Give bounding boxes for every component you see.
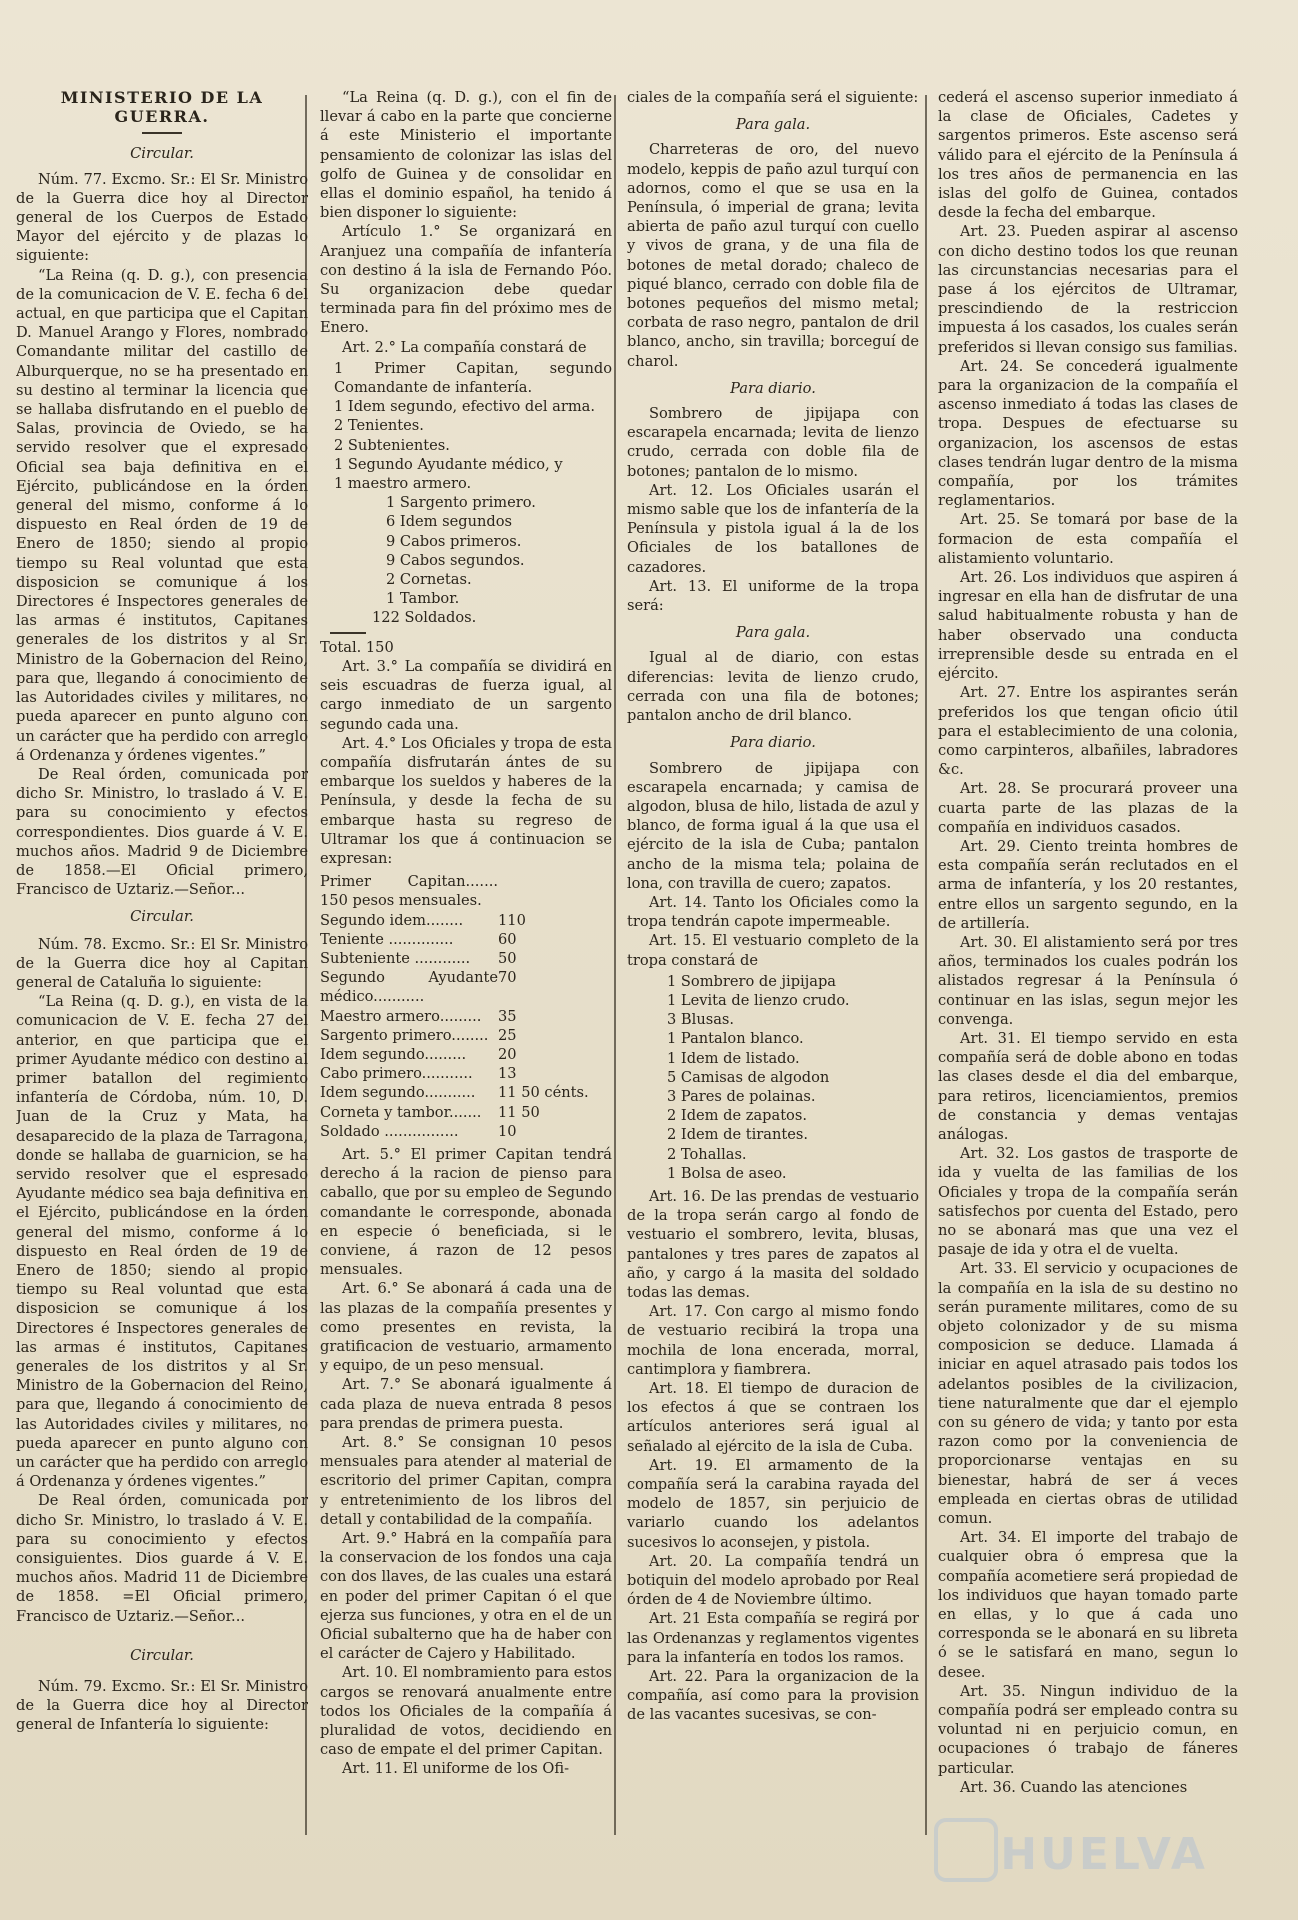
roster-item: 2 Subtenientes. (334, 436, 450, 454)
article: Art. 21 Esta compañía se regirá por las Ordenanzas y reglamentos vigentes para la infantería en todos los ramos. (627, 1610, 919, 1666)
article: Art. 27. Entre los aspirantes serán preferidos los que tengan oficio útil para el establecimiento de una colonia, como carpinteros, albañiles, labradores &c. (938, 684, 1238, 779)
pay-row (320, 968, 612, 1006)
article: Art. 14. Tanto los Oficiales como la tropa tendrán capote impermeable. (627, 893, 919, 931)
article: Art. 22. Para la organizacion de la compañía, así como para la provision de las vacantes sucesivas, se con- (627, 1668, 919, 1724)
subheading: Para diario. (730, 734, 816, 752)
pay-row (320, 1083, 612, 1102)
article: Art. 16. De las prendas de vestuario de la tropa serán cargo al fondo de vestuario el sombrero, levita, blusas, pantalones y tres pares de zapatos al año, y cargo á la masita del soldado todas las demas. (627, 1187, 919, 1301)
archive-watermark: HUELVA (1000, 1829, 1208, 1880)
pay-row (320, 911, 612, 930)
paragraph: ciales de la compañía será el siguiente: (627, 89, 919, 106)
paragraph: De Real órden, comunicada por dicho Sr. Ministro, lo traslado á V. E. para su conocimiento y efectos correspondientes. Dios guarde á V. E. muchos años. Madrid 9 de Diciembre de 1858.—El Oficial primero, Francisco de Uztariz.—Señor... (16, 765, 308, 899)
roster-item: 9 Cabos primeros. (386, 532, 522, 550)
article: Art. 32. Los gastos de trasporte de ida y vuelta de las familias de los Oficiales y tropa de la compañía serán satisfechos por cuenta del Estado, pero no se abonará mas que una vez el pasaje de ida y otra el de vuelta. (938, 1145, 1238, 1259)
article: Art. 24. Se concederá igualmente para la organizacion de la compañía el ascenso inmediato á todas las clases de tropa. Despues de efectuarse su organizacion, los ascensos de estas clases tendrán lugar dentro de la misma compañía, por los trámites reglamentarios. (938, 357, 1238, 510)
pay-amount: 50 (498, 949, 517, 967)
pay-rank: Primer Capitan....... 150 pesos mensuales. (320, 873, 498, 910)
article: Art. 13. El uniforme de la tropa será: (627, 577, 919, 615)
pay-amount: 11 50 cénts. (498, 1084, 589, 1102)
paragraph: “La Reina (q. D. g.), en vista de la comunicacion de V. E. fecha 27 del anterior, en que participa que el primer Ayudante médico con destino al primer batallon del regimiento infantería de Córdoba, núm. 10, D. Juan de la Cruz y Mata, ha desaparecido de la plaza de Tarragona, donde se hallaba de guarnicion, se ha servido resolver que el espresado Ayudante médico sea baja definitiva en el Ejército, publicándose en la órden general del mismo, conforme á lo dispuesto en Real órden de 19 de Enero de 1850; siendo al propio tiempo su Real voluntad que esta disposicion se comunique á los Directores é Inspectores generales de las armas é institutos, Capitanes generales de los distritos y al Sr. Ministro de la Gobernacion del Reino, para que, llegando á conocimiento de las Autoridades civiles y militares, no pueda aparecer en punto alguno con un carácter que ha perdido con arreglo á Ordenanza y órdenes vigentes.” (16, 993, 308, 1491)
pay-rank: Segundo Ayudante médico........... (320, 969, 498, 1006)
divider (330, 632, 366, 634)
pay-amount: 60 (498, 930, 517, 948)
roster-item: 122 Soldados. (372, 609, 477, 627)
pay-rank: Idem segundo......... (320, 1045, 467, 1063)
pay-rank: Sargento primero........ (320, 1026, 489, 1044)
paragraph: “La Reina (q. D. g.), con presencia de la comunicacion de V. E. fecha 6 del actual, en que participa que el Capitan D. Manuel Arango y Flores, nombrado Comandante militar del castillo de Alburquerque, no se ha presentado en su destino al terminar la licencia que se hallaba disfrutando en el pueblo de Salas, provincia de Oviedo, se ha servido resolver que el expresado Oficial sea baja definitiva en el Ejército, publicándose en la órden general del mismo, conforme á lo dispuesto en Real órden de 19 de Enero de 1850; siendo al propio tiempo su Real voluntad que esta disposicion se comunique á los Directores é Inspectores generales de las armas é institutos, Capitanes generales de los distritos y al Sr. Ministro de la Gobernacion del Reino, para que, llegando á conocimiento de las Autoridades civiles y militares, no pueda aparecer en punto alguno con un carácter que ha perdido con arreglo á Ordenanza y órdenes vigentes.” (16, 266, 308, 764)
subheading: Para gala. (735, 624, 811, 642)
column-3 (627, 88, 919, 1848)
article: Art. 18. El tiempo de duracion de los efectos á que se contraen los artículos anteriores será igual al señalado al ejército de la isla de Cuba. (627, 1380, 919, 1455)
roster-item: 2 Cornetas. (386, 571, 472, 589)
divider (142, 132, 182, 134)
uniform-item: 2 Idem de zapatos. (667, 1107, 807, 1125)
pay-amount: 35 (498, 1007, 517, 1025)
pay-row (320, 1103, 612, 1122)
article: Art. 31. El tiempo servido en esta compañía será de doble abono en todas las clases desde el dia del embarque, para retiros, licenciamientos, premios de constancia y demas ventajas análogas. (938, 1029, 1238, 1143)
pay-amount: 10 (498, 1122, 517, 1140)
roster-item: 1 Segundo Ayudante médico, y (334, 455, 563, 473)
uniform-items-list (627, 972, 919, 1183)
paragraph: Igual al de diario, con estas diferencias: levita de lienzo crudo, cerrada con una fila de botones; pantalon ancho de dril blanco. (627, 649, 919, 725)
article: Art. 34. El importe del trabajo de cualquier obra ó empresa que la compañía acometiere será propiedad de los individuos que hayan tomado parte en ellas, y lo que á cada uno corresponda se le abonará en su libreta ó se le satisfará en mano, segun lo desee. (938, 1529, 1238, 1681)
column-rule (925, 95, 927, 1835)
uniform-item: 1 Sombrero de jipijapa (667, 972, 836, 990)
uniform-item: 2 Idem de tirantes. (667, 1126, 808, 1144)
article: Art. 8.° Se consignan 10 pesos mensuales para atender al material de escritorio del primer Capitan, compra y entretenimiento de los libros del detall y contabilidad de la compañía. (320, 1434, 612, 1528)
uniform-item: 5 Camisas de algodon (667, 1068, 830, 1086)
article: Art. 35. Ningun individuo de la compañía podrá ser empleado contra su voluntad ni en perjuicio comun, en ocupaciones ó trabajo de fáneres particular. (938, 1682, 1238, 1777)
paragraph: Núm. 78. Excmo. Sr.: El Sr. Ministro de la Guerra dice hoy al Capitan general de Cataluña lo siguiente: (16, 935, 308, 991)
pay-amount: 25 (498, 1026, 517, 1044)
pay-rank: Teniente .............. (320, 930, 454, 948)
pay-rank: Subteniente ............ (320, 949, 471, 967)
pay-rank: Idem segundo........... (320, 1084, 476, 1102)
roster-item: 1 Primer Capitan, segundo Comandante de infantería. (334, 359, 612, 397)
article: Art. 36. Cuando las atenciones (960, 1778, 1188, 1796)
pay-amount: 11 50 (498, 1103, 540, 1121)
uniform-item: 1 Pantalon blanco. (667, 1030, 804, 1048)
pay-amount: 13 (498, 1065, 517, 1083)
article: Artículo 1.° Se organizará en Aranjuez una compañía de infantería con destino á la isla de Fernando Póo. Su organizacion debe quedar terminada para fin del próximo mes de Enero. (320, 223, 612, 337)
section-header: MINISTERIO DE LA GUERRA. (60, 88, 264, 127)
subheading: Para diario. (730, 379, 816, 397)
pay-amount: 20 (498, 1045, 517, 1063)
article: Art. 23. Pueden aspirar al ascenso con dicho destino todos los que reunan las circunstancias necesarias para el pase á los ejércitos de Ultramar, prescindiendo de la restriccion impuesta á los casados, los cuales serán preferidos si llevan consigo sus familias. (938, 223, 1238, 356)
article: Art. 17. Con cargo al mismo fondo de vestuario recibirá la tropa una mochila de lona encerada, morral, cantimplora y fiambrera. (627, 1303, 919, 1378)
subheading: Para gala. (735, 116, 811, 134)
article: Art. 10. El nombramiento para estos cargos se renovará anualmente entre todos los Oficiales de la compañía á pluralidad de votos, decidiendo en caso de empate el del primer Capitan. (320, 1664, 612, 1759)
pay-rank: Cabo primero........... (320, 1065, 473, 1083)
column-rule (614, 95, 616, 1835)
article: Art. 25. Se tomará por base de la formacion de esta compañía el alistamiento voluntario. (938, 511, 1238, 567)
roster-item: 1 maestro armero. (334, 475, 472, 493)
pay-amount (498, 872, 594, 910)
pay-amount: 110 (498, 911, 526, 929)
article: Art. 9.° Habrá en la compañía para la conservacion de los fondos una caja con dos llaves, de las cuales una estará en poder del primer Capitan ó el que ejerza sus funciones, y otra en el de un Oficial subalterno que ha de haber con el carácter de Cajero y Habilitado. (320, 1530, 612, 1663)
pay-amount: 70 (498, 969, 517, 987)
uniform-item: 1 Levita de lienzo crudo. (667, 991, 850, 1009)
circular-title: Circular. (130, 908, 194, 926)
column-1 (16, 88, 308, 1848)
pay-row (320, 1122, 612, 1141)
roster-item: 2 Tenientes. (334, 417, 424, 435)
column-2 (320, 88, 612, 1848)
article: Art. 28. Se procurará proveer una cuarta parte de las plazas de la compañía en individuos casados. (938, 780, 1238, 836)
roster-item: 6 Idem segundos (386, 513, 513, 531)
company-roster (320, 359, 612, 628)
pay-rank: Soldado ................ (320, 1122, 459, 1140)
roster-total: Total. 150 (320, 638, 394, 656)
pay-row (320, 1007, 612, 1026)
uniform-item: 3 Blusas. (667, 1011, 735, 1029)
article: Art. 26. Los individuos que aspiren á ingresar en ella han de disfrutar de una salud habitualmente robusta y han de haber observado una conducta irreprensible desde su entrada en el ejército. (938, 569, 1238, 683)
pay-row (320, 872, 612, 910)
pay-rank: Segundo idem........ (320, 911, 464, 929)
uniform-item: 1 Bolsa de aseo. (667, 1164, 787, 1182)
article: Art. 6.° Se abonará á cada una de las plazas de la compañía presentes y como presentes en revista, la gratificacion de vestuario, armamento y equipo, de un peso mensual. (320, 1280, 612, 1375)
article: Art. 7.° Se abonará igualmente á cada plaza de nueva entrada 8 pesos para prendas de primera puesta. (320, 1376, 612, 1432)
paragraph: “La Reina (q. D. g.), con el fin de llevar á cabo en la parte que concierne á este Ministerio el importante pensamiento de colonizar las islas del golfo de Guinea y de consolidar en ellas el dominio español, ha tenido á bien disponer lo siguiente: (320, 89, 612, 222)
circular-title: Circular. (130, 1646, 194, 1664)
article: Art. 5.° El primer Capitan tendrá derecho á la racion de pienso para caballo, que por su empleo de Segundo comandante le corresponde, abonada en especie ó beneficiada, si le conviene, á razon de 12 pesos mensuales. (320, 1145, 612, 1279)
pay-rank: Maestro armero......... (320, 1007, 482, 1025)
pay-row (320, 930, 612, 949)
pay-row (320, 1045, 612, 1064)
article: Art. 15. El vestuario completo de la tropa constará de (627, 932, 919, 969)
circular-title: Circular. (130, 145, 194, 163)
paragraph: cederá el ascenso superior inmediato á la clase de Oficiales, Cadetes y sargentos primeros. Este ascenso será válido para el ejército de la Península á los tres años de permanencia en las islas del golfo de Guinea, contados desde la fecha del embarque. (938, 89, 1238, 222)
pay-row (320, 949, 612, 968)
article: Art. 12. Los Oficiales usarán el mismo sable que los de infantería de la Península y pistola igual á la de los Oficiales de los batallones de cazadores. (627, 481, 919, 576)
paragraph: Charreteras de oro, del nuevo modelo, keppis de paño azul turquí con adornos, como el que se usa en la Península, ó imperial de grana; levita abierta de paño azul turquí con cuello y vivos de grana, y de una fila de botones de metal dorado; chaleco de piqué blanco, cerrado con doble fila de botones pequeños del mismo metal; corbata de raso negro, pantalon de dril blanco, ancho, sin travilla; borceguí de charol. (627, 141, 919, 370)
paragraph: Núm. 77. Excmo. Sr.: El Sr. Ministro de la Guerra dice hoy al Director general de los Cuerpos de Estado Mayor del ejército y de plazas lo siguiente: (16, 170, 308, 265)
roster-item: 1 Sargento primero. (386, 494, 536, 512)
paragraph: Sombrero de jipijapa con escarapela encarnada; y camisa de algodon, blusa de hilo, listada de azul y blanco, de forma igual á la que usa el ejército de la isla de Cuba; pantalon ancho de la misma tela; polaina de lona, con travilla de cuero; zapatos. (627, 759, 919, 892)
archive-seal-icon (934, 1818, 998, 1882)
roster-item: 1 Tambor. (386, 590, 460, 608)
article: Art. 3.° La compañía se dividirá en seis escuadras de fuerza igual, al cargo inmediato de un sargento segundo cada una. (320, 657, 612, 733)
column-4 (938, 88, 1238, 1848)
article: Art. 11. El uniforme de los Ofi- (342, 1760, 570, 1778)
pay-row (320, 1064, 612, 1083)
paragraph: Sombrero de jipijapa con escarapela encarnada; levita de lienzo crudo, cerrada con doble fila de botones; pantalon de lo mismo. (627, 405, 919, 480)
paragraph: Núm. 79. Excmo. Sr.: El Sr. Ministro de la Guerra dice hoy al Director general de Infantería lo siguiente: (16, 1678, 308, 1734)
pay-table (320, 872, 612, 1141)
pay-row (320, 1026, 612, 1045)
uniform-item: 2 Tohallas. (667, 1145, 747, 1163)
article: Art. 30. El alistamiento será por tres años, terminados los cuales podrán los alistados regresar á la Península ó continuar en las islas, segun mejor les convenga. (938, 933, 1238, 1028)
paragraph: De Real órden, comunicada por dicho Sr. Ministro, lo traslado á V. E. para su conocimiento y efectos consiguientes. Dios guarde á V. E. muchos años. Madrid 11 de Diciembre de 1858. =El Oficial primero, Francisco de Uztariz.—Señor... (16, 1492, 308, 1625)
article: Art. 20. La compañía tendrá un botiquin del modelo aprobado por Real órden de 4 de Noviembre último. (627, 1552, 919, 1609)
article: Art. 29. Ciento treinta hombres de esta compañía serán reclutados en el arma de infantería, y los 20 restantes, entre ellos un sargento segundo, en la de artillería. (938, 837, 1238, 932)
pay-rank: Corneta y tambor....... (320, 1103, 482, 1121)
article: Art. 19. El armamento de la compañía será la carabina rayada del modelo de 1857, sin perjuicio de variarlo cuando los adelantos sucesivos lo aconsejen, y pistola. (627, 1456, 919, 1551)
article: Art. 33. El servicio y ocupaciones de la compañía en la isla de su destino no serán puramente militares, como de su objeto colonizador y de su misma composicion se deduce. Llamada á iniciar en aquel atrasado pais todos los adelantos posibles de la civilizacion, tiene naturalmente que dar el ejemplo con su género de vida; y tanto por esta razon como por la conveniencia de proporcionarse ventajas en su bienestar, habrá de ser á veces empleada en ciertas obras de utilidad comun. (938, 1260, 1238, 1528)
article: Art. 2.° La compañía constará de (342, 338, 587, 356)
article: Art. 4.° Los Oficiales y tropa de esta compañía disfrutarán ántes de su embarque los sueldos y haberes de la Península, y desde la fecha de su embarque hasta su regreso de Ultramar los que á continuacion se expresan: (320, 734, 612, 867)
roster-item: 9 Cabos segundos. (386, 551, 525, 569)
roster-item: 1 Idem segundo, efectivo del arma. (334, 398, 596, 416)
uniform-item: 3 Pares de polainas. (667, 1087, 816, 1105)
uniform-item: 1 Idem de listado. (667, 1049, 800, 1067)
